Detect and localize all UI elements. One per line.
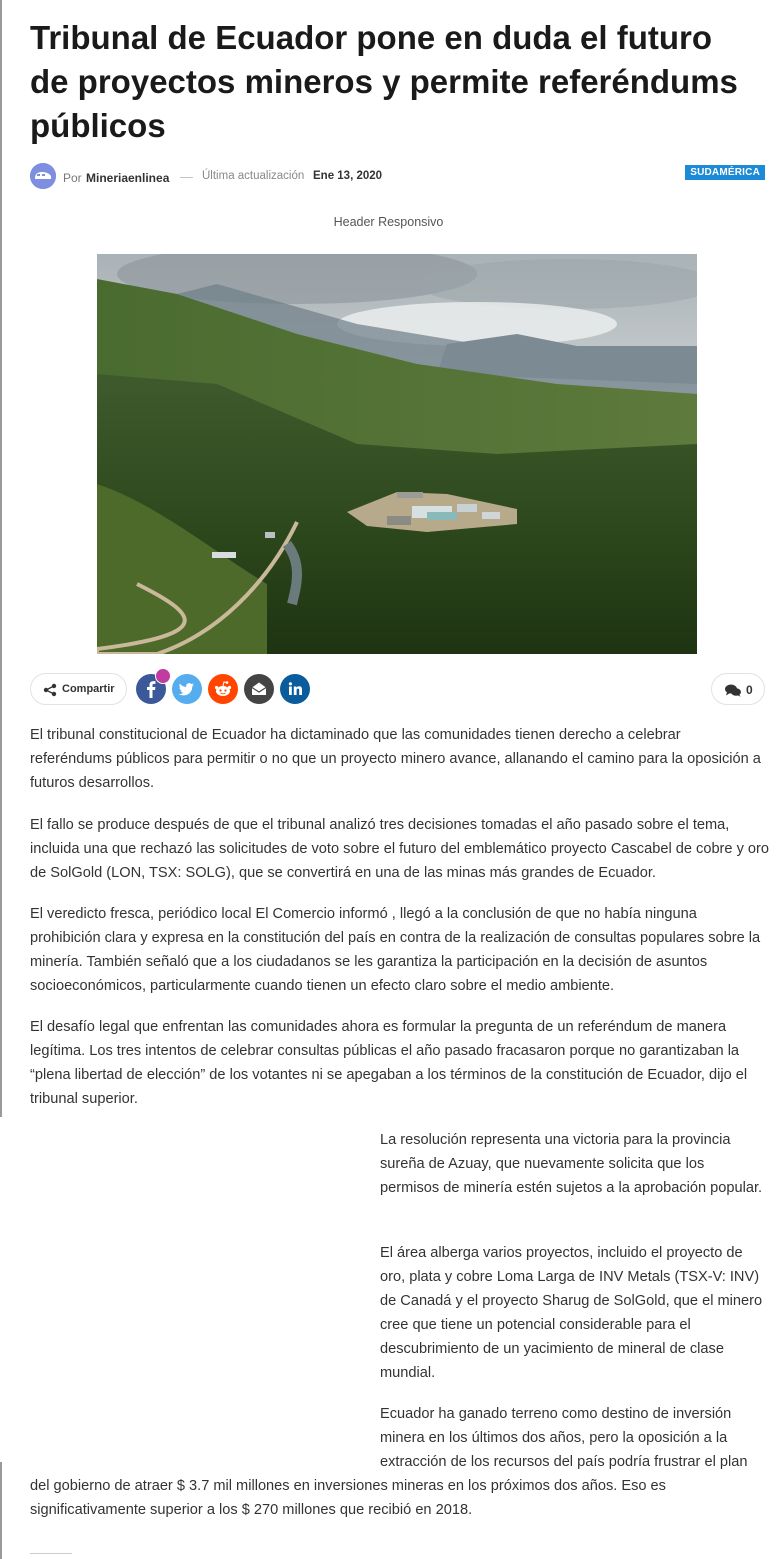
by-label: Por: [63, 171, 82, 185]
left-border-lower: [0, 1462, 2, 1559]
email-share-button[interactable]: [244, 674, 274, 704]
article-paragraph-6: El área alberga varios proyectos, incluido el proyecto de oro, plata y cobre Loma Larga de INV Metals (TSX-V: INV) de Canadá y el proyecto Sharug de SolGold, que el minero cree que tiene un potencial considerable para el descubrimiento de un yacimiento de mineral de clase mundial.: [380, 1245, 763, 1381]
left-border: [0, 0, 2, 1117]
meta-separator: —: [180, 169, 193, 184]
article-paragraph-3: El veredicto fresca, periódico local El Comercio informó , llegó a la conclusión de que no había ninguna prohibición clara y expresa en la constitución del país en contra de la realización de consultas populares sobre la minería. También señaló que a los ciudadanos se les garantiza la participación en la decisión de asuntos socioeconómicos, particularmente cuando tienen un efecto claro sobre el medio ambiente.: [30, 906, 761, 994]
share-label: Compartir: [62, 683, 115, 695]
article-paragraph-2: El fallo se produce después de que el tribunal analizó tres decisiones tomadas el año pasado sobre el tema, incluida una que rechazó las solicitudes de voto sobre el futuro del emblemático proyecto Cascabel de cobre y oro de SolGold (LON, TSX: SOLG), que se convertirá en una de las minas más grandes de Ecuador.: [30, 817, 770, 881]
author-avatar[interactable]: [30, 163, 56, 189]
divider: [30, 1553, 72, 1554]
comments-icon: [725, 684, 741, 697]
hero-image: [97, 254, 697, 654]
share-button[interactable]: [30, 673, 127, 705]
article-paragraph-4: El desafío legal que enfrentan las comunidades ahora es formular la pregunta de un referéndum de manera legítima. Los tres intentos de celebrar consultas públicas el año pasado fracasaron porque no garantizaban la “plena libertad de elección” de los votantes ni se apegaban a los términos de la constitución de Ecuador, dijo el tribunal superior.: [30, 1019, 748, 1107]
article-paragraph-5: La resolución representa una victoria para la provincia sureña de Azuay, que nuevamente solicita que los permisos de minería estén sujetos a la aprobación popular.: [380, 1132, 763, 1196]
email-icon: [244, 674, 274, 704]
comments-count: 0: [746, 683, 753, 697]
article-paragraph-7-start: Ecuador ha ganado terreno como destino de inversión minera en los últimos dos años, pero la oposición a la extracción de los recursos del país podría frustrar el plan: [380, 1406, 748, 1470]
publish-date: Ene 13, 2020: [313, 170, 383, 182]
notification-badge: [155, 668, 171, 684]
reddit-icon: [208, 674, 238, 704]
article-meta: [30, 163, 765, 191]
twitter-share-button[interactable]: [172, 674, 202, 704]
twitter-icon: [172, 674, 202, 704]
article-title: Tribunal de Ecuador pone en duda el futuro de proyectos mineros y permite referéndums públicos: [30, 19, 738, 144]
category-badge[interactable]: SUDAMÉRICA: [685, 165, 765, 180]
article-paragraph-1: El tribunal constitucional de Ecuador ha dictaminado que las comunidades tienen derecho a celebrar referéndums públicos para permitir o no que un proyecto minero avance, allanando el camino para la oposición a futuros desarrollos.: [30, 727, 761, 791]
article-paragraph-7-end: del gobierno de atraer $ 3.7 mil millones en inversiones mineras en los próximos dos años. Eso es significativamente superior a los $ 270 millones que recibió en 2018.: [30, 1478, 666, 1518]
author-link[interactable]: Mineriaenlinea: [86, 171, 170, 185]
reddit-share-button[interactable]: [208, 674, 238, 704]
updated-label: Última actualización: [202, 170, 305, 182]
linkedin-share-button[interactable]: [280, 674, 310, 704]
comments-button[interactable]: [711, 673, 765, 705]
share-icon: [43, 683, 57, 697]
linkedin-icon: [280, 674, 310, 704]
share-bar: [30, 673, 765, 707]
ad-slot-label: Header Responsivo: [333, 215, 444, 229]
